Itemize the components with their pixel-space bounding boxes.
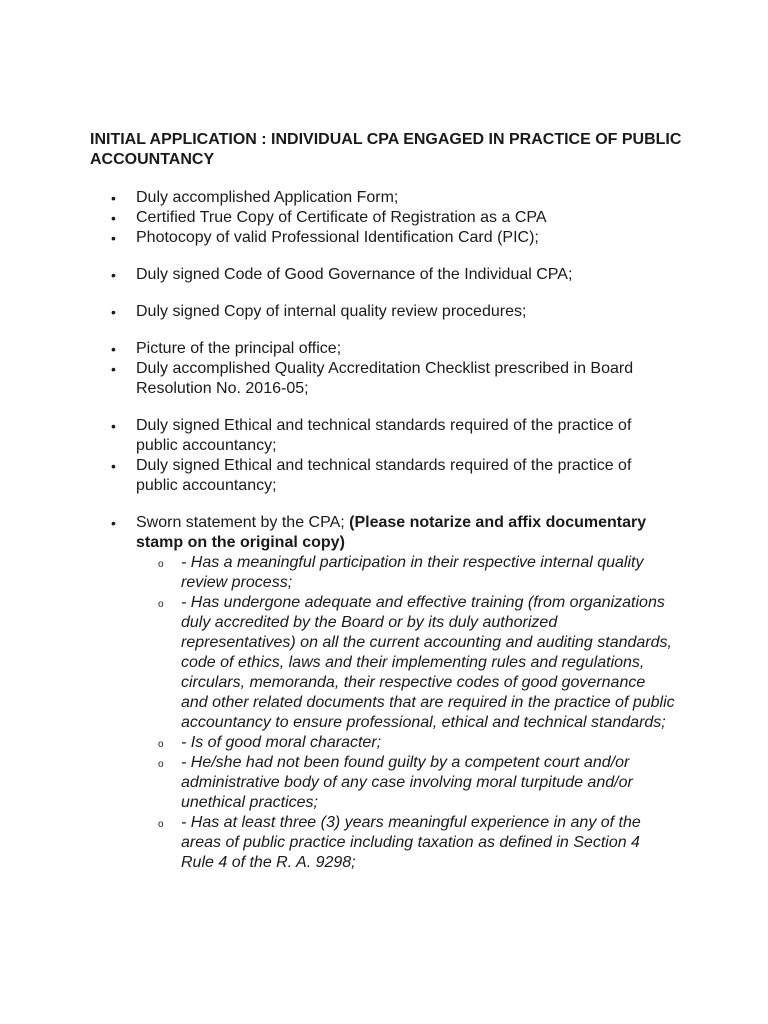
list-item: • Duly signed Ethical and technical standards required of the practice of public accountancy;	[90, 456, 672, 496]
list-item: • Duly signed Ethical and technical standards required of the practice of public accountancy;	[90, 416, 672, 456]
requirements-list	[90, 188, 690, 873]
list-item: • Duly signed Code of Good Governance of the Individual CPA;	[90, 265, 672, 285]
requirement-group	[90, 339, 690, 399]
sub-list-item: o - Is of good moral character;	[136, 733, 675, 753]
sworn-statement-lead: Sworn statement by the CPA;	[136, 514, 345, 531]
document-page	[90, 130, 690, 890]
sub-list-item: o - He/she had not been found guilty by a competent court and/or administrative body of any case involving moral turpitude and/or unethical practices;	[136, 753, 675, 813]
document-title: INITIAL APPLICATION : INDIVIDUAL CPA ENGAGED IN PRACTICE OF PUBLIC ACCOUNTANCY	[90, 131, 682, 168]
sub-list-item: o - Has undergone adequate and effective training (from organizations duly accredited by the Board or by its duly authorized representatives) on all the current accounting and auditing standards, code of ethics, laws and their implementing rules and regulations, circulars, memoranda, their respective codes of good governance and other related documents that are required in the practice of public accountancy to ensure professional, ethical and technical standards;	[136, 593, 675, 733]
requirement-group	[90, 188, 690, 248]
sub-list-item: o - Has at least three (3) years meaningful experience in any of the areas of public practice including taxation as defined in Section 4 Rule 4 of the R. A. 9298;	[136, 813, 675, 873]
sworn-statement-note: (Please notarize and affix documentary stamp on the original copy)	[136, 514, 647, 551]
sub-list-item: o - Has a meaningful participation in their respective internal quality review process;	[136, 553, 675, 593]
requirement-group	[90, 416, 690, 496]
list-item: • Duly signed Copy of internal quality review procedures;	[90, 302, 672, 322]
sworn-statement-sublist	[136, 553, 675, 873]
requirement-group	[90, 513, 690, 873]
list-item: • Picture of the principal office;	[90, 339, 672, 359]
list-item: • Photocopy of valid Professional Identification Card (PIC);	[90, 228, 672, 248]
list-item: • Duly accomplished Quality Accreditation Checklist prescribed in Board Resolution No. 2016-05;	[90, 359, 672, 399]
list-item: • Certified True Copy of Certificate of Registration as a CPA	[90, 208, 672, 228]
sworn-statement-item	[90, 513, 675, 873]
list-item: • Duly accomplished Application Form;	[90, 188, 672, 208]
requirement-group	[90, 302, 690, 322]
requirement-group	[90, 265, 690, 285]
